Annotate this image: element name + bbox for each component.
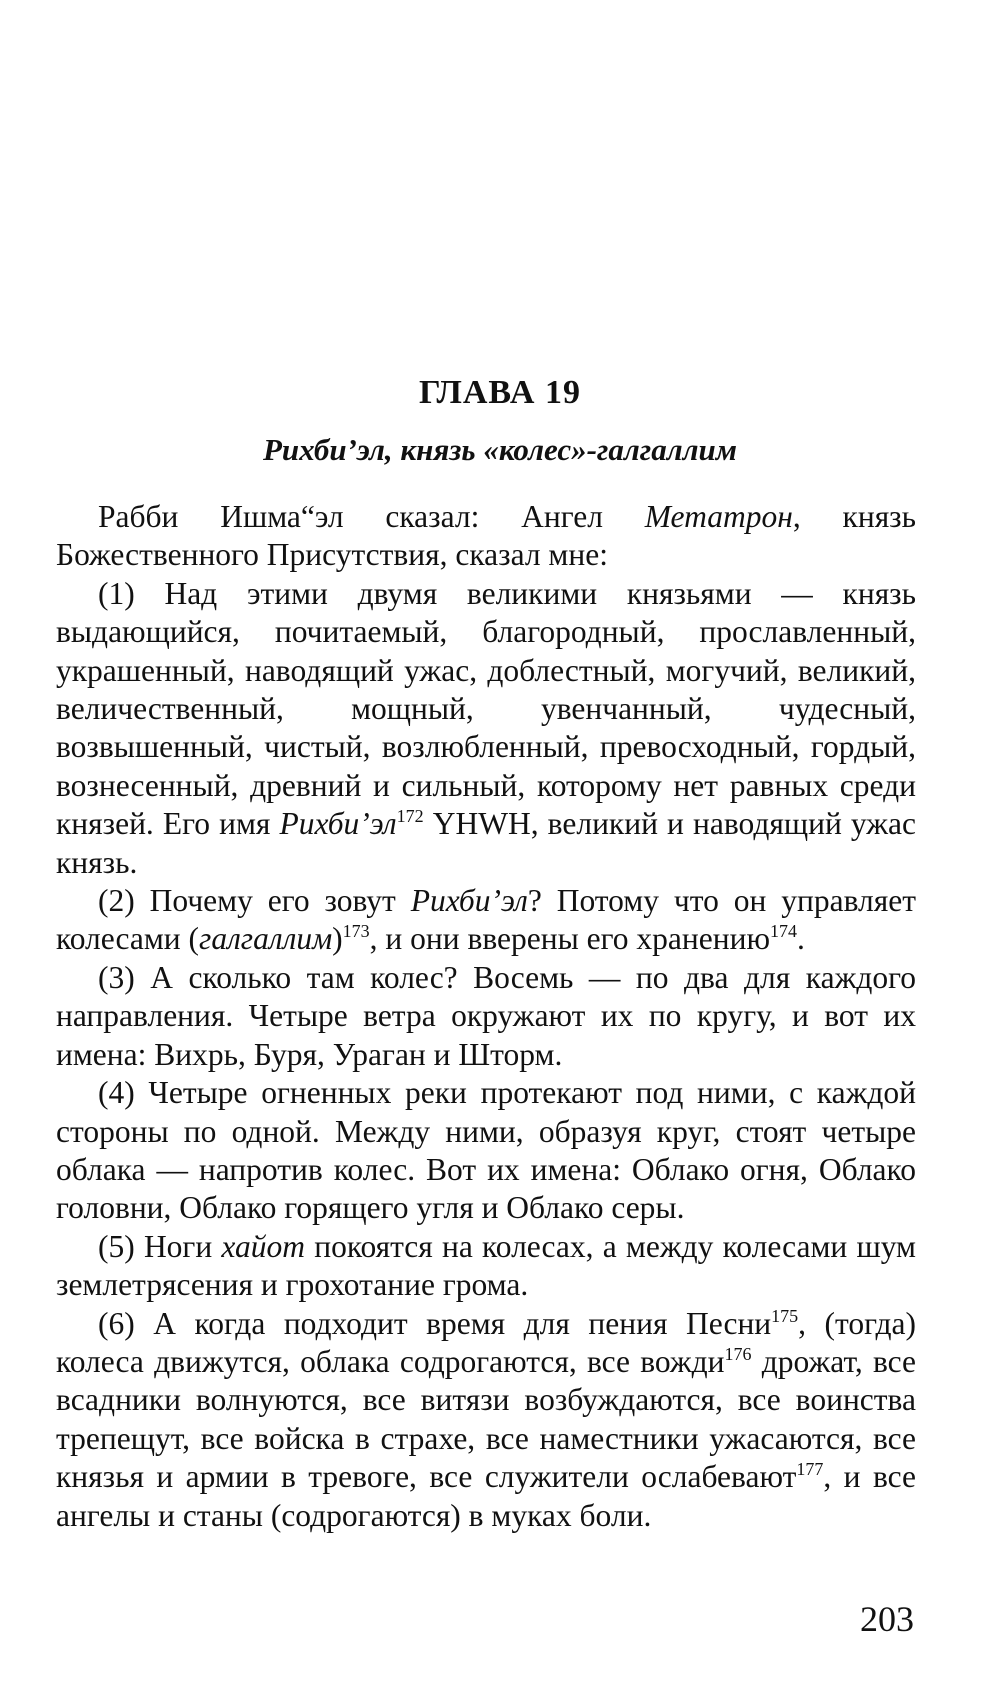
text-run: .	[796, 921, 805, 957]
italic-term: Рихби’эл	[279, 806, 397, 842]
italic-term: галгаллим	[199, 921, 333, 957]
text-run: (1) Над этими двумя великими князьями — князь выдающийся, почитаемый, благородный, прославленный, украшенный, наводящий ужас, доблестный, могучий, великий, величественный, мощный, увенчанный, чудесный, возвышенный, чистый, возлюбленный, превосходный, гордый, вознесенный, древний и сильный, которому нет равных среди князей. Его имя	[56, 575, 916, 842]
text-run: ? Потому что он управляет колесами (	[56, 883, 916, 957]
text-run: , и все ангелы и станы (содрогаются) в муках боли.	[56, 1459, 916, 1533]
paragraph-intro	[56, 498, 916, 575]
footnote-ref: 173	[342, 921, 370, 942]
chapter-heading: ГЛАВА 19	[419, 374, 581, 411]
text-run: (6) А когда подходит время для пения Песни	[98, 1305, 772, 1341]
paragraph-1	[56, 575, 916, 882]
text-run: , и они вверены его хранению	[369, 921, 770, 957]
text-run: Рабби Ишма“эл сказал: Ангел	[98, 499, 645, 534]
paragraph-6	[56, 1305, 916, 1535]
text-run: )	[332, 921, 343, 957]
italic-term: Метатрон	[644, 499, 793, 534]
footnote-ref: 172	[396, 806, 424, 827]
paragraph-2	[56, 882, 916, 959]
page-number: 203	[860, 1599, 914, 1639]
footnote-ref: 177	[796, 1459, 824, 1480]
text-run: дрожат, все всадники волнуются, все витязи возбуждаются, все воинства трепещут, все войска в страхе, все наместники ужасаются, все князья и армии в тревоге, все служители ослабевают	[56, 1343, 916, 1495]
text-run: YHWH, великий и наводящий ужас князь.	[56, 806, 916, 880]
paragraph-4	[56, 1074, 916, 1228]
paragraph-5	[56, 1228, 916, 1305]
text-run: (5) Ноги	[98, 1228, 222, 1264]
text-run: , князь Божественного Присутствия, сказал мне:	[56, 499, 916, 573]
text-run: (2) Почему его зовут	[98, 883, 411, 919]
italic-term: Рихби’эл	[410, 883, 528, 919]
text-run: покоятся на колесах, а между колесами шум землетрясения и грохотание грома.	[56, 1228, 916, 1303]
text-run: (3) А сколько там колес? Восемь — по два для каждого направления. Четыре ветра окружают их по кругу, и вот их имена: Вихрь, Буря, Ураган и Шторм.	[56, 959, 916, 1072]
paragraph-3	[56, 959, 916, 1074]
footnote-ref: 176	[724, 1343, 752, 1364]
text-run: , (тогда) колеса движутся, облака содрогаются, все вожди	[56, 1305, 916, 1379]
chapter-body	[56, 498, 916, 1535]
footnote-ref: 174	[769, 921, 797, 942]
footnote-ref: 175	[771, 1305, 799, 1326]
italic-term: хайот	[221, 1228, 305, 1264]
chapter-subtitle: Рихби’эл, князь «колес»-галгаллим	[262, 432, 738, 467]
text-run: (4) Четыре огненных реки протекают под ними, с каждой стороны по одной. Между ними, образуя круг, стоят четыре облака — напротив колес. Вот их имена: Облако огня, Облако головни, Облако горящего угля и Облако серы.	[56, 1075, 916, 1226]
